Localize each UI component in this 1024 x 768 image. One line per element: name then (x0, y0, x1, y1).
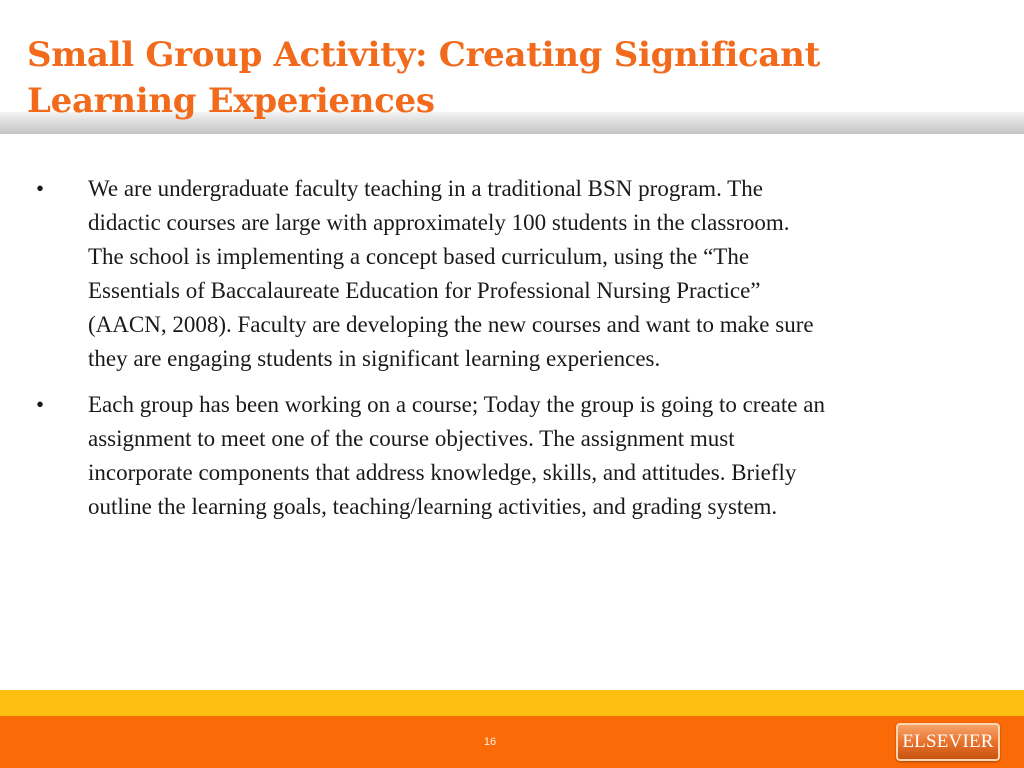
bullet-1-line-2: didactic courses are large with approximately 100 students in the classroom. (88, 210, 790, 235)
slide-title-line-1: Small Group Activity: Creating Significant (27, 35, 820, 75)
bullet-item-2 (30, 388, 1005, 524)
bullet-2-line-2: assignment to meet one of the course objectives. The assignment must (88, 426, 735, 451)
bullet-1-line-3: The school is implementing a concept based curriculum, using the “The (88, 244, 750, 269)
bullet-1-line-5: (AACN, 2008). Faculty are developing the new courses and want to make sure (88, 312, 814, 337)
bullet-marker: • (36, 176, 45, 201)
slide-title (27, 32, 1007, 124)
bullet-1-line-4: Essentials of Baccalaureate Education for Professional Nursing Practice” (88, 278, 761, 303)
bullet-list (30, 172, 1005, 536)
slide-title-line-2: Learning Experiences (27, 81, 435, 121)
elsevier-logo (896, 723, 1000, 761)
bullet-2-line-4: outline the learning goals, teaching/learning activities, and grading system. (88, 494, 778, 519)
bullet-marker: • (36, 392, 45, 417)
elsevier-logo-text: ELSEVIER (902, 731, 994, 752)
page-number: 16 (483, 736, 497, 748)
footer-yellow-band (0, 690, 1024, 716)
bullet-2-line-3: incorporate components that address knowledge, skills, and attitudes. Briefly (88, 460, 797, 485)
footer-orange-band (0, 716, 1024, 768)
bullet-1-line-6: they are engaging students in significant learning experiences. (88, 346, 661, 371)
bullet-2-line-1: Each group has been working on a course; Today the group is going to create an (88, 392, 825, 417)
bullet-item-1 (30, 172, 1005, 376)
bullet-1-line-1: We are undergraduate faculty teaching in a traditional BSN program. The (88, 176, 763, 201)
